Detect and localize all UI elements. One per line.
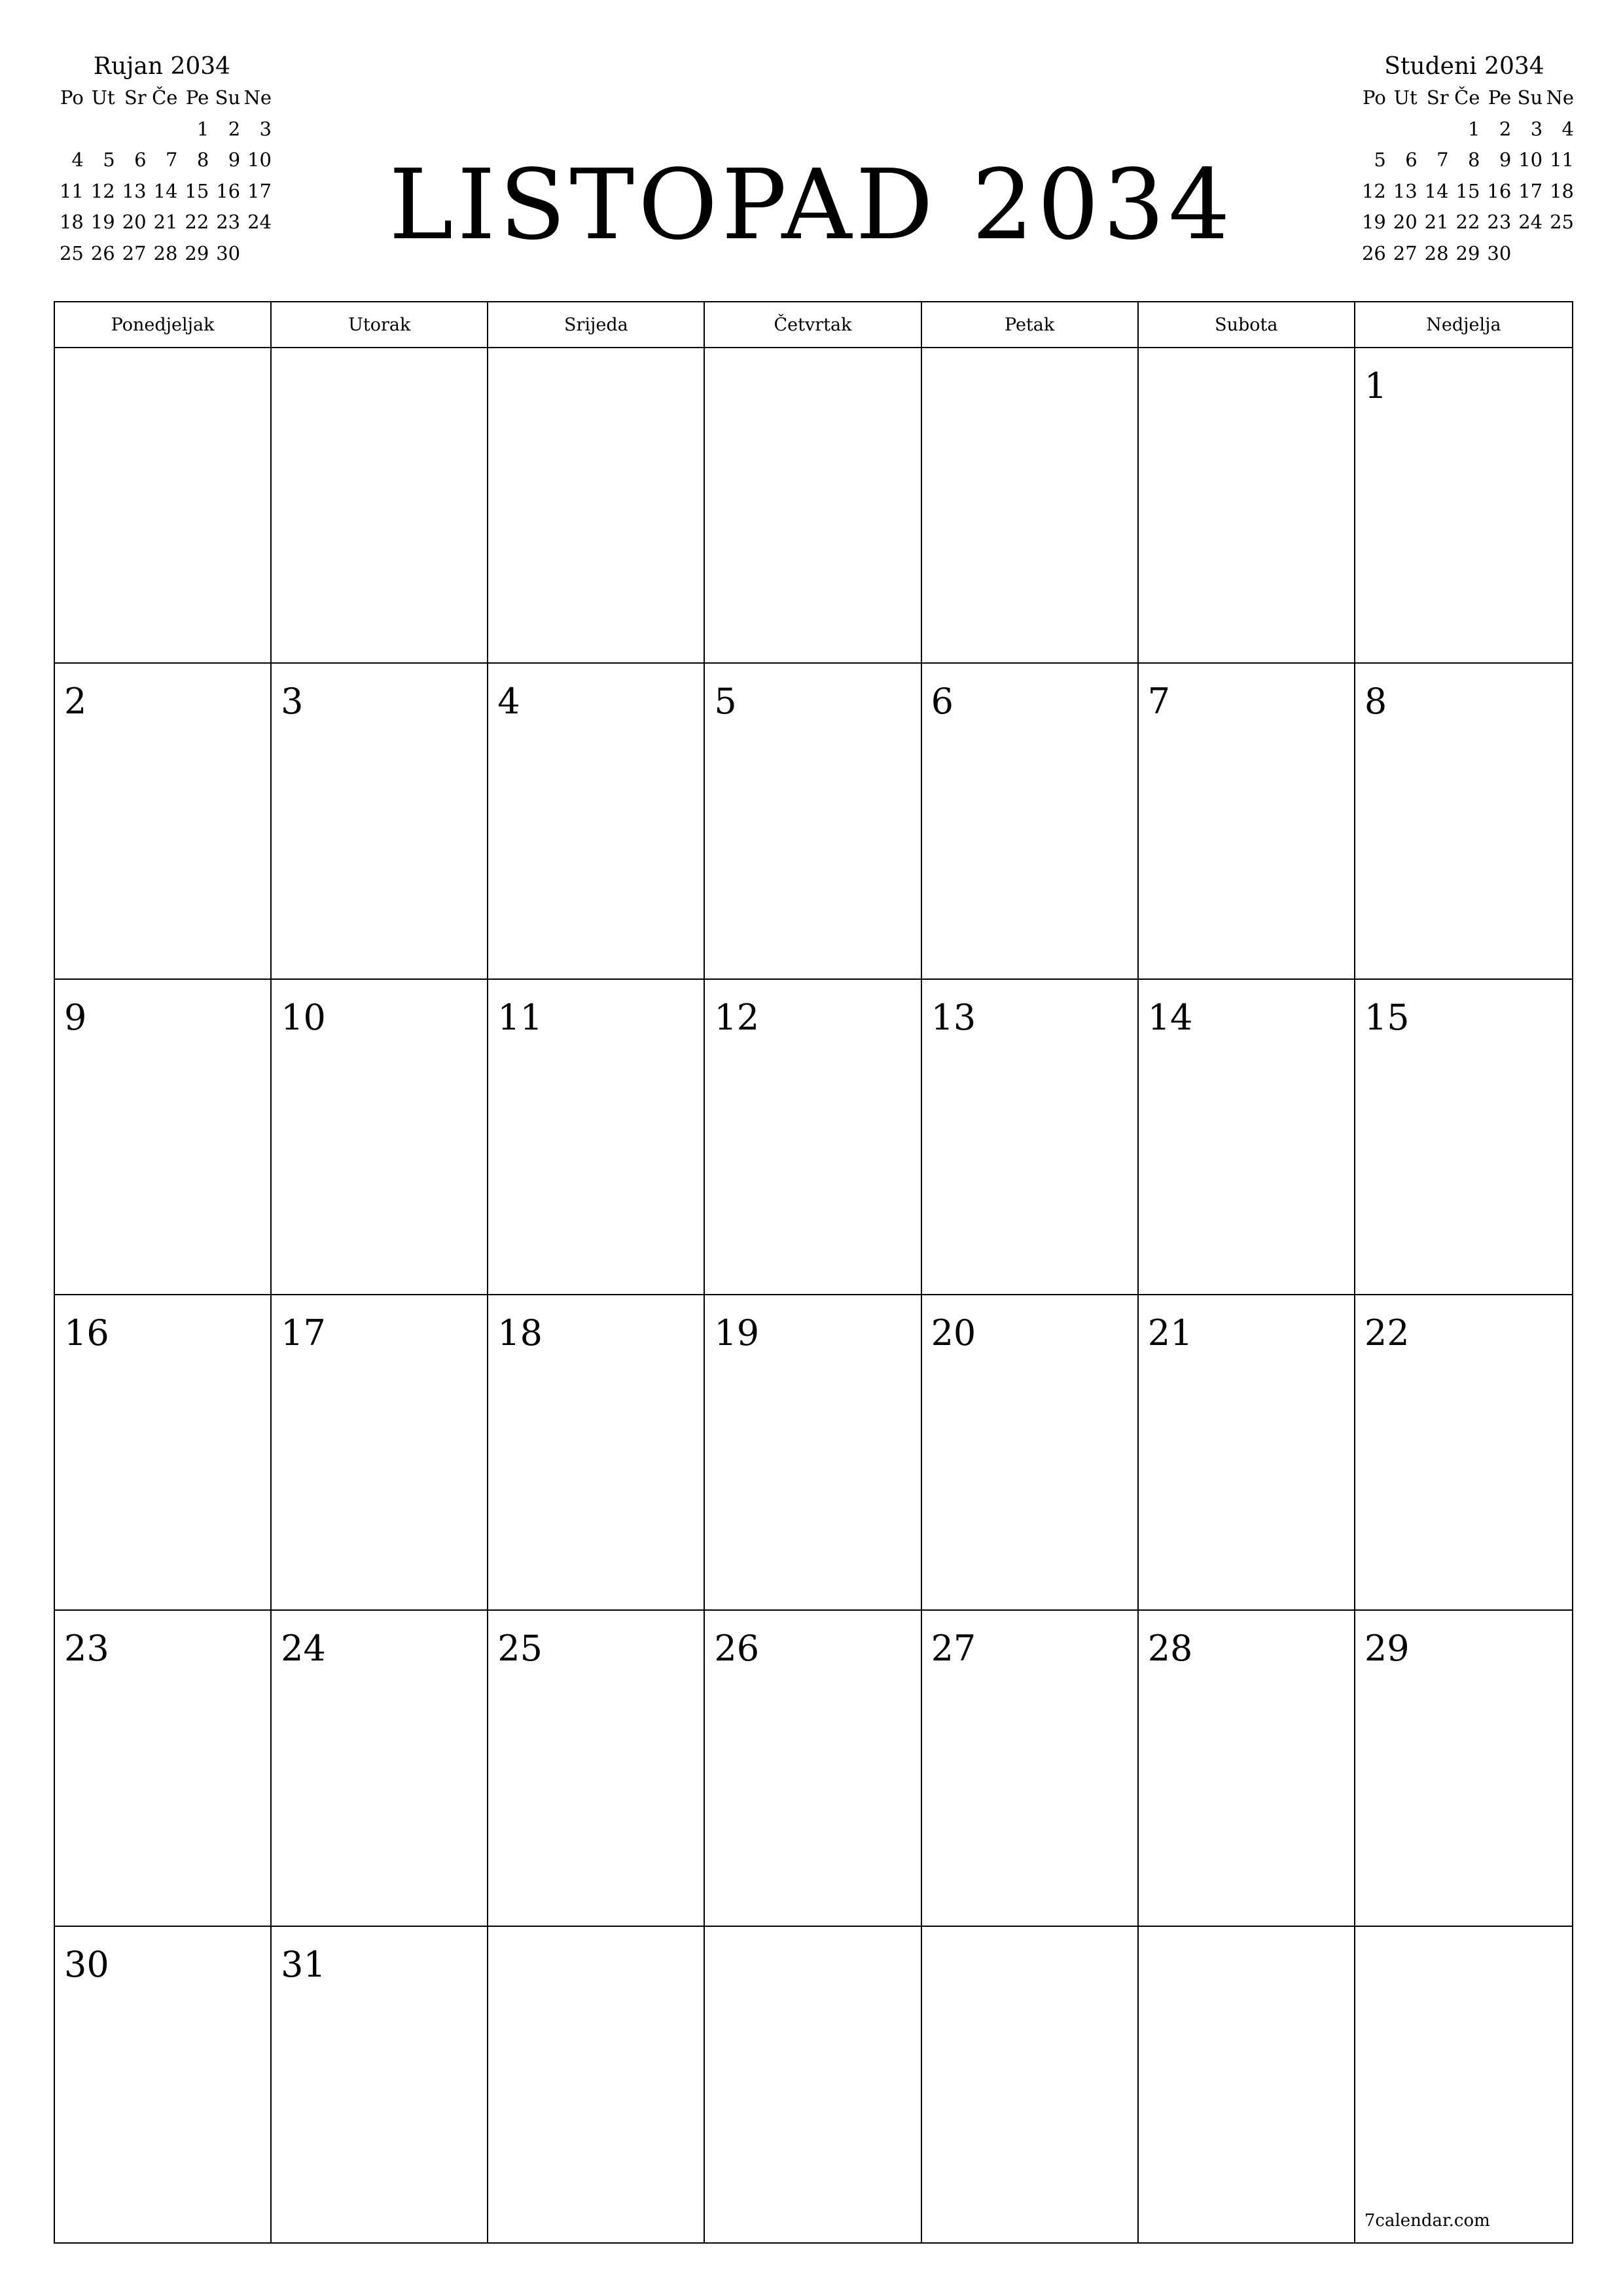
mini-day: 18 <box>59 211 84 234</box>
day-number: 10 <box>281 996 326 1038</box>
day-cell[interactable] <box>55 1295 272 1611</box>
mini-day <box>1418 114 1449 145</box>
day-number: 26 <box>714 1628 760 1670</box>
day-number: 17 <box>281 1312 326 1354</box>
day-number: 3 <box>281 681 304 723</box>
mini-day: 1 <box>196 117 209 140</box>
day-number: 22 <box>1364 1312 1410 1354</box>
next-month-mini-calendar <box>1355 51 1574 270</box>
day-number: 23 <box>64 1628 109 1670</box>
mini-day: 11 <box>1550 149 1574 171</box>
day-cell[interactable] <box>488 1927 705 2242</box>
mini-day <box>1386 114 1418 145</box>
mini-day: 21 <box>153 211 178 234</box>
mini-day: 5 <box>103 149 115 171</box>
day-cell[interactable] <box>272 348 488 664</box>
mini-day: 3 <box>1530 117 1543 140</box>
day-number: 28 <box>1147 1628 1193 1670</box>
day-cell[interactable] <box>55 348 272 664</box>
mini-day: 17 <box>1518 179 1543 202</box>
month-calendar-grid <box>54 301 1573 2244</box>
weekday-header: Utorak <box>272 302 488 348</box>
mini-day: 18 <box>1550 179 1574 202</box>
day-number: 24 <box>281 1628 326 1670</box>
mini-day: 6 <box>1405 149 1418 171</box>
mini-day <box>147 114 178 145</box>
mini-weekday: Sr <box>124 86 147 109</box>
mini-day: 6 <box>134 149 147 171</box>
mini-weekday: Po <box>1363 86 1386 109</box>
mini-day: 25 <box>59 242 84 264</box>
day-number: 12 <box>714 996 760 1038</box>
mini-day: 23 <box>1487 211 1512 234</box>
mini-day <box>52 114 84 145</box>
mini-day: 16 <box>216 179 241 202</box>
mini-day: 25 <box>1550 211 1574 234</box>
day-cell[interactable] <box>922 1295 1139 1611</box>
day-cell[interactable] <box>705 1927 921 2242</box>
day-cell[interactable] <box>922 664 1139 979</box>
day-cell[interactable] <box>55 1927 272 2242</box>
mini-day: 28 <box>153 242 178 264</box>
mini-day: 26 <box>1361 242 1386 264</box>
mini-day: 15 <box>1455 179 1480 202</box>
day-number: 25 <box>497 1628 543 1670</box>
day-cell[interactable] <box>705 348 921 664</box>
mini-day: 14 <box>1424 179 1449 202</box>
mini-day: 22 <box>185 211 209 234</box>
mini-day: 2 <box>228 117 241 140</box>
mini-day: 21 <box>1424 211 1449 234</box>
day-cell[interactable] <box>922 1611 1139 1926</box>
mini-day: 29 <box>1455 242 1480 264</box>
mini-weekday: Ut <box>91 86 115 109</box>
day-cell[interactable] <box>272 1295 488 1611</box>
mini-weekday: Ne <box>1546 86 1574 109</box>
mini-day: 1 <box>1467 117 1480 140</box>
mini-day: 30 <box>1487 242 1512 264</box>
day-number: 30 <box>64 1943 109 1985</box>
prev-month-title: Rujan 2034 <box>93 53 231 80</box>
day-number: 5 <box>714 681 737 723</box>
mini-weekday: Su <box>1517 86 1543 109</box>
mini-day: 11 <box>59 179 84 202</box>
day-cell[interactable] <box>55 980 272 1295</box>
mini-day: 13 <box>122 179 147 202</box>
mini-day: 27 <box>122 242 147 264</box>
mini-day: 8 <box>196 149 209 171</box>
mini-day: 12 <box>1361 179 1386 202</box>
page-title: LISTOPAD 2034 <box>389 149 1234 261</box>
mini-day: 12 <box>90 179 115 202</box>
day-cell[interactable] <box>1355 1295 1572 1611</box>
mini-weekday: Ut <box>1393 86 1418 109</box>
footer-credit: 7calendar.com <box>1364 2211 1490 2231</box>
day-cell[interactable] <box>705 1611 921 1926</box>
mini-day: 4 <box>71 149 84 171</box>
day-number: 8 <box>1364 681 1387 723</box>
weekday-header: Nedjelja <box>1355 302 1572 348</box>
mini-day: 19 <box>90 211 115 234</box>
mini-weekday: Sr <box>1426 86 1449 109</box>
mini-day: 20 <box>122 211 147 234</box>
mini-day: 16 <box>1487 179 1512 202</box>
next-month-grid <box>1355 82 1574 270</box>
mini-day: 4 <box>1561 117 1574 140</box>
day-cell[interactable] <box>488 1295 705 1611</box>
day-cell[interactable] <box>488 1611 705 1926</box>
day-cell[interactable] <box>1139 664 1355 979</box>
day-cell[interactable] <box>1139 348 1355 664</box>
weekday-header: Ponedjeljak <box>55 302 272 348</box>
day-cell[interactable] <box>1355 664 1572 979</box>
day-cell[interactable] <box>488 980 705 1295</box>
day-number: 7 <box>1147 681 1171 723</box>
day-number: 2 <box>64 681 87 723</box>
day-cell[interactable] <box>1139 1927 1355 2242</box>
day-number: 14 <box>1147 996 1193 1038</box>
mini-day: 14 <box>153 179 178 202</box>
day-cell[interactable] <box>488 664 705 979</box>
mini-weekday: Ne <box>243 86 272 109</box>
day-cell[interactable] <box>922 980 1139 1295</box>
day-cell[interactable] <box>922 1927 1139 2242</box>
mini-day: 5 <box>1374 149 1386 171</box>
day-number: 6 <box>931 681 954 723</box>
day-cell[interactable] <box>1139 980 1355 1295</box>
day-cell[interactable] <box>272 664 488 979</box>
mini-day <box>84 114 115 145</box>
weekday-header: Petak <box>922 302 1139 348</box>
mini-day: 20 <box>1393 211 1418 234</box>
mini-day: 10 <box>247 149 272 171</box>
day-number: 31 <box>281 1943 326 1985</box>
mini-day: 24 <box>247 211 272 234</box>
day-cell[interactable] <box>1355 1927 1572 2242</box>
mini-weekday: Če <box>152 86 178 109</box>
mini-day: 22 <box>1455 211 1480 234</box>
mini-day: 19 <box>1361 211 1386 234</box>
mini-day: 29 <box>185 242 209 264</box>
mini-day <box>115 114 147 145</box>
day-cell[interactable] <box>1355 980 1572 1295</box>
mini-day: 15 <box>185 179 209 202</box>
day-number: 21 <box>1147 1312 1193 1354</box>
day-number: 18 <box>497 1312 543 1354</box>
day-cell[interactable] <box>1139 1611 1355 1926</box>
day-number: 9 <box>64 996 87 1038</box>
mini-day: 27 <box>1393 242 1418 264</box>
mini-day: 3 <box>259 117 272 140</box>
mini-weekday: Pe <box>185 86 209 109</box>
day-cell[interactable] <box>705 980 921 1295</box>
day-cell[interactable] <box>55 664 272 979</box>
day-number: 15 <box>1364 996 1410 1038</box>
day-cell[interactable] <box>55 1611 272 1926</box>
day-number: 4 <box>497 681 520 723</box>
day-cell[interactable] <box>922 348 1139 664</box>
mini-day: 9 <box>1499 149 1512 171</box>
day-cell[interactable] <box>272 1611 488 1926</box>
day-cell[interactable] <box>272 980 488 1295</box>
mini-day: 23 <box>216 211 241 234</box>
mini-weekday: Če <box>1454 86 1480 109</box>
mini-day: 9 <box>228 149 241 171</box>
day-number: 16 <box>64 1312 109 1354</box>
day-cell[interactable] <box>705 1295 921 1611</box>
mini-day: 2 <box>1499 117 1512 140</box>
mini-day <box>1511 238 1543 270</box>
mini-day: 17 <box>247 179 272 202</box>
mini-weekday: Su <box>215 86 241 109</box>
day-number: 20 <box>931 1312 976 1354</box>
mini-weekday: Po <box>60 86 84 109</box>
day-number: 29 <box>1364 1628 1410 1670</box>
day-number: 19 <box>714 1312 760 1354</box>
weekday-header: Subota <box>1139 302 1355 348</box>
mini-day: 24 <box>1518 211 1543 234</box>
mini-day <box>1355 114 1386 145</box>
mini-day <box>1543 238 1574 270</box>
weekday-header: Četvrtak <box>705 302 921 348</box>
mini-weekday: Pe <box>1488 86 1512 109</box>
next-month-title: Studeni 2034 <box>1384 53 1544 80</box>
day-number: 27 <box>931 1628 976 1670</box>
day-number: 1 <box>1364 365 1387 406</box>
day-cell[interactable] <box>272 1927 488 2242</box>
mini-day: 30 <box>216 242 241 264</box>
weekday-header: Srijeda <box>488 302 705 348</box>
day-number: 13 <box>931 996 976 1038</box>
day-cell[interactable] <box>705 664 921 979</box>
day-cell[interactable] <box>1355 1611 1572 1926</box>
mini-day: 8 <box>1467 149 1480 171</box>
mini-day: 7 <box>165 149 178 171</box>
mini-day: 10 <box>1518 149 1543 171</box>
mini-day: 7 <box>1436 149 1449 171</box>
day-number: 11 <box>497 996 543 1038</box>
day-cell[interactable] <box>488 348 705 664</box>
day-cell[interactable] <box>1355 348 1572 664</box>
day-cell[interactable] <box>1139 1295 1355 1611</box>
mini-day: 13 <box>1393 179 1418 202</box>
mini-day: 26 <box>90 242 115 264</box>
mini-day: 28 <box>1424 242 1449 264</box>
